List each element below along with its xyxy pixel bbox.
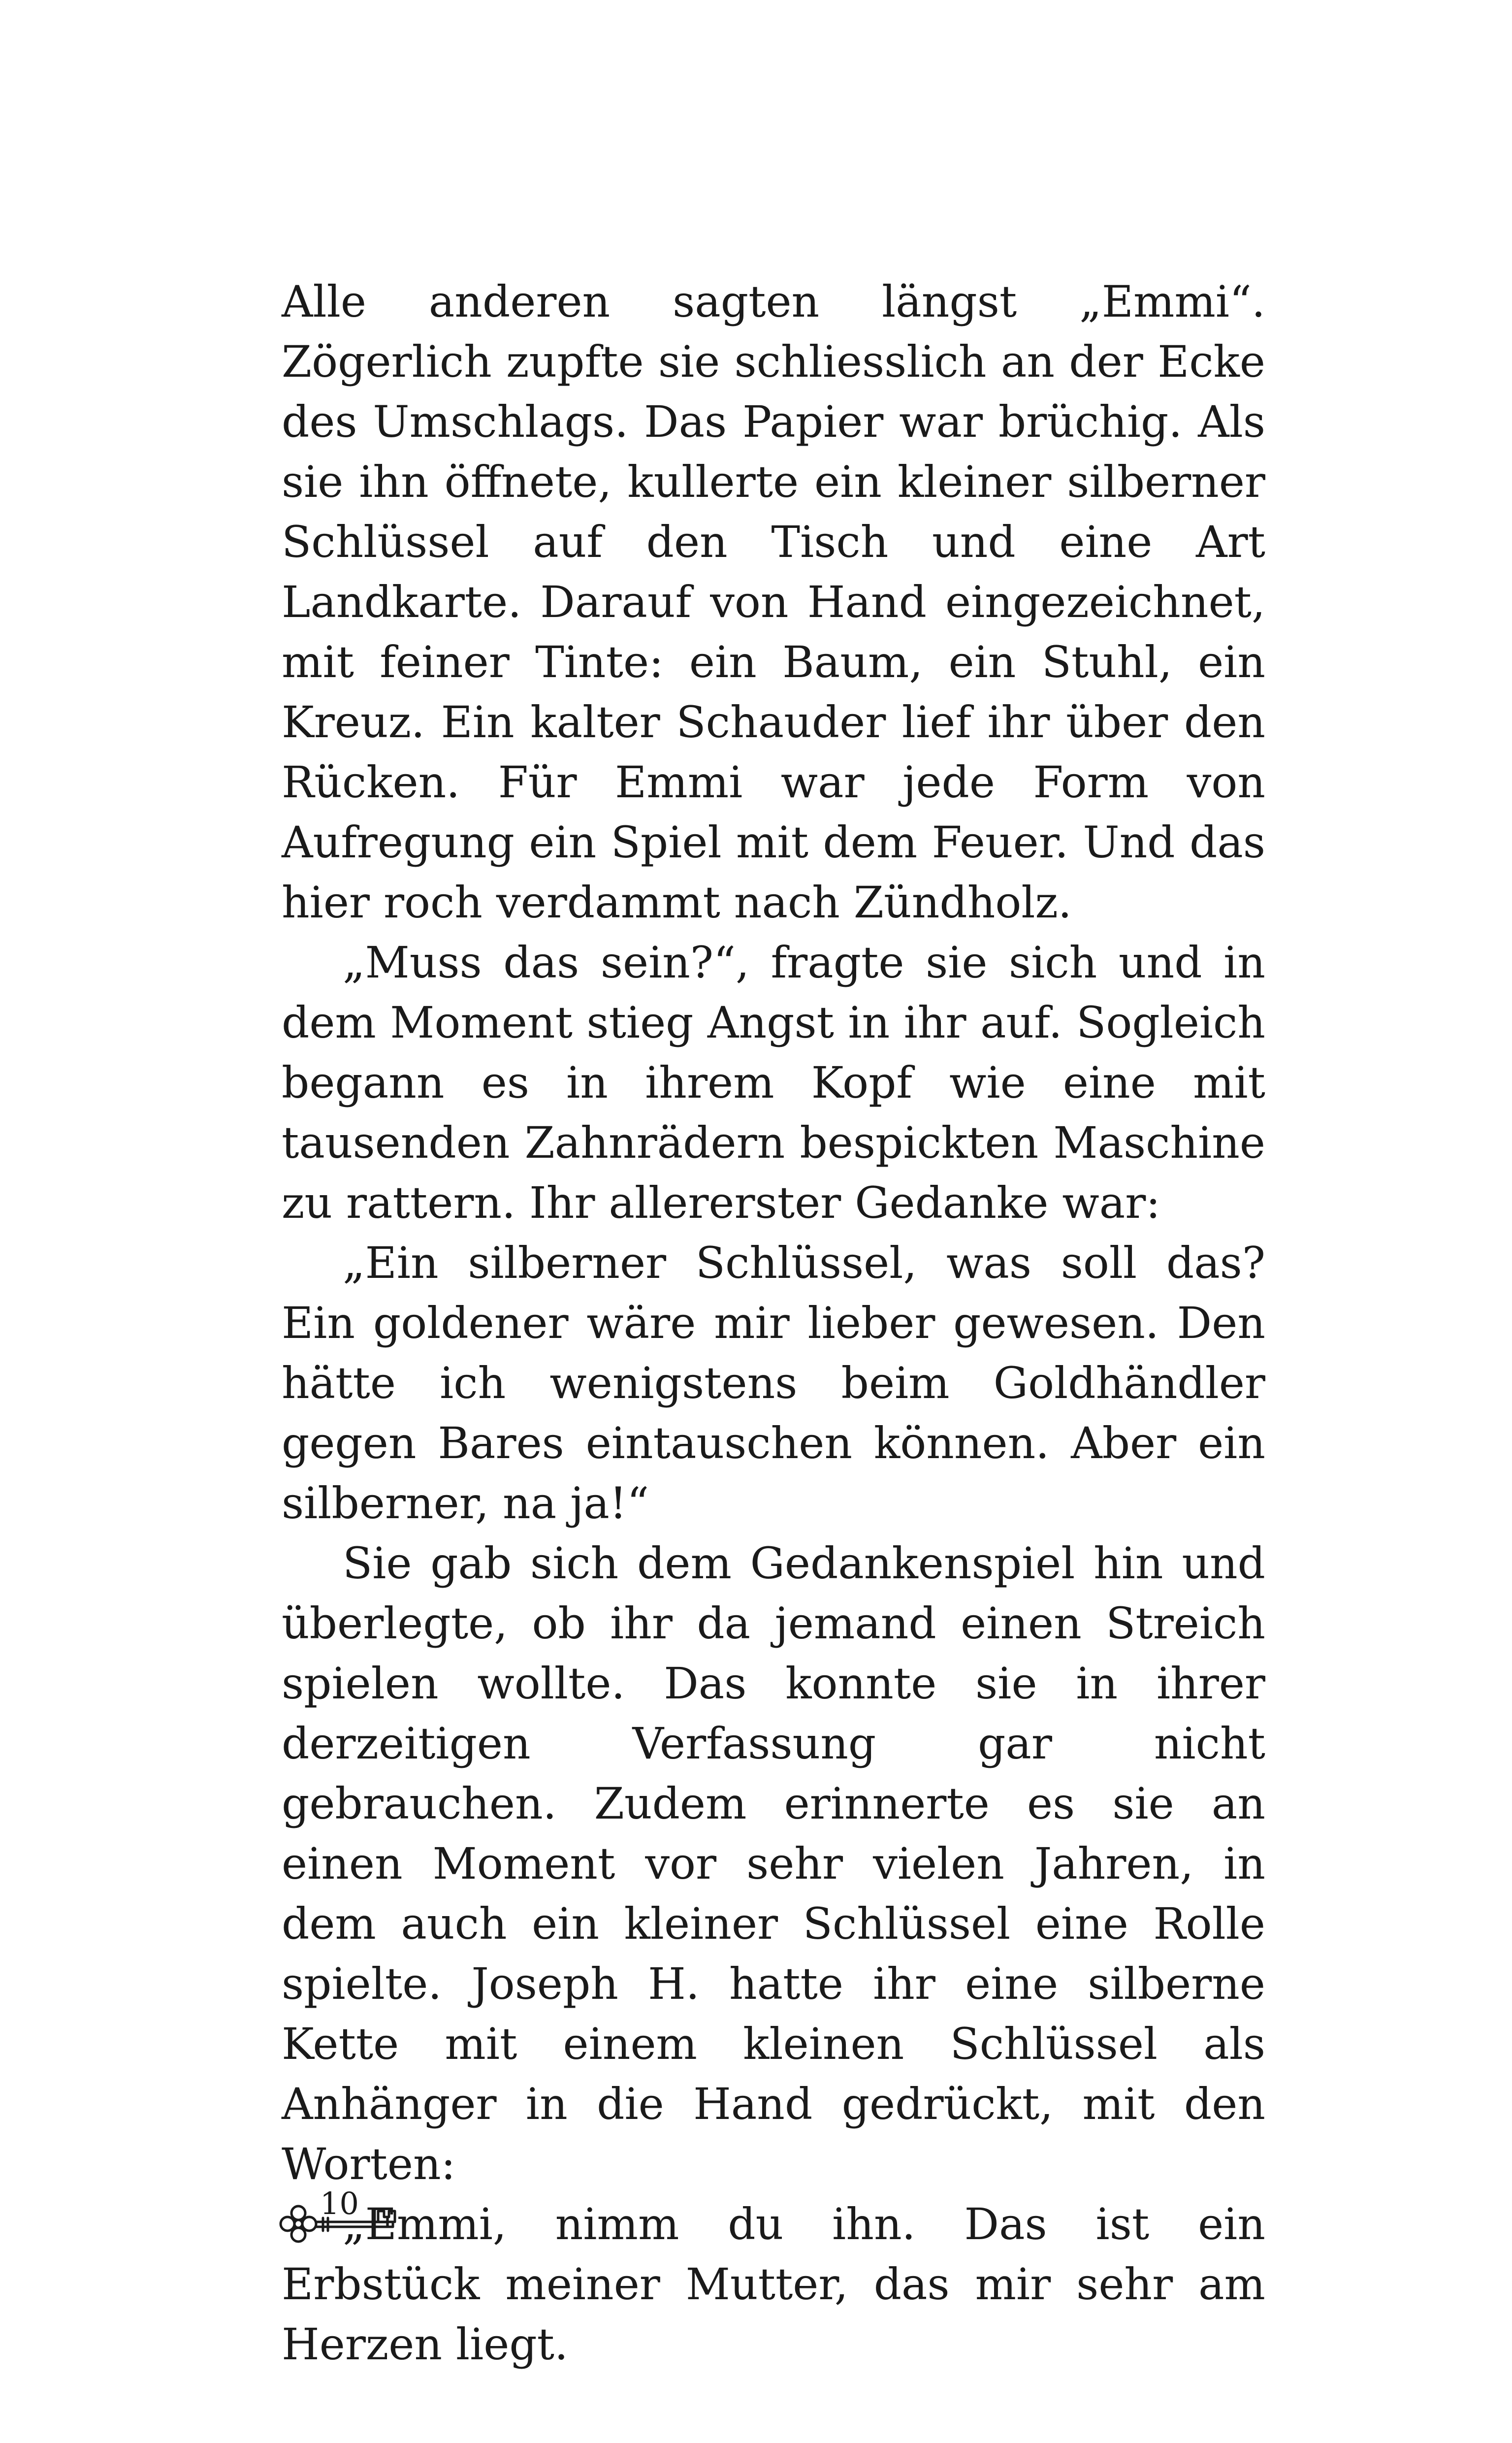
paragraph: Alle anderen sagten längst „Emmi“. Zögerlich zupfte sie schliesslich an der Ecke des Umschlags. Das Papier war brüchig. Als sie ihn öffnete, kullerte ein kleiner silberner Schlüssel auf den Tisch und eine Art Landkarte. Darauf von Hand eingezeichnet, mit feiner Tinte: ein Baum, ein Stuhl, ein Kreuz. Ein kalter Schauder lief ihr über den Rücken. Für Emmi war jede Form von Aufregung ein Spiel mit dem Feuer. Und das hier roch verdammt nach Zündholz. [282, 276, 1265, 928]
paragraph: Sie gab sich dem Gedankenspiel hin und überlegte, ob ihr da jemand einen Streich spielen wollte. Das konnte sie in ihrer derzeitigen Verfassung gar nicht gebrauchen. Zudem erinnerte es sie an einen Moment vor sehr vielen Jahren, in dem auch ein kleiner Schlüssel eine Rolle spielte. Joseph H. hatte ihr eine silberne Kette mit einem kleinen Schlüssel als Anhänger in die Hand gedrückt, mit den Worten: [282, 1538, 1265, 2189]
body-text [282, 272, 1265, 2375]
paragraph: „Emmi, nimm du ihn. Das ist ein Erbstück meiner Mutter, das mir sehr am Herzen liegt. [282, 2199, 1265, 2370]
paragraph: „Muss das sein?“, fragte sie sich und in dem Moment stieg Angst in ihr auf. Sogleich begann es in ihrem Kopf wie eine mit tausenden Zahnrädern bespickten Maschine zu rattern. Ihr allererster Gedanke war: [282, 937, 1265, 1228]
page-footer [279, 2186, 407, 2250]
paragraph: „Ein silberner Schlüssel, was soll das? Ein goldener wäre mir lieber gewesen. Den hätte ich wenigstens beim Goldhändler gegen Bares eintauschen können. Aber ein silberner, na ja!“ [282, 1238, 1265, 1529]
page-number: 10 [320, 2185, 359, 2221]
